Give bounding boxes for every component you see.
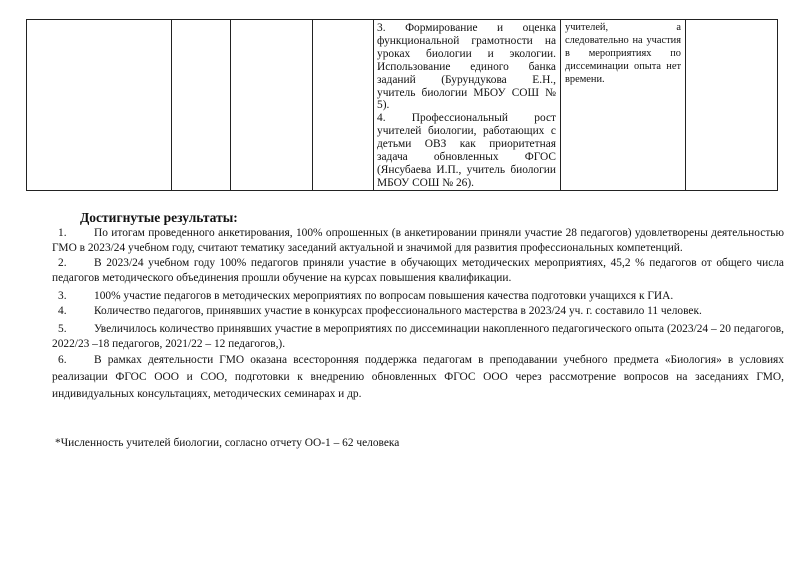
result-item [52,304,784,319]
item-text: В 2023/24 учебном году 100% педагогов приняли участие в обучающих методических мероприятиях, 45,2 % педагогов от общего числа педагогов методического объединения прошли обучение на курсах повышения квалификации. [52,257,784,284]
item-number: 4. [58,305,67,317]
item-number: 6. [58,354,67,366]
cell-line: МБОУ СОШ № 26). [377,176,474,189]
item-text: В рамках деятельности ГМО оказана всесторонняя поддержка педагогам в преподавании учебного предмета «Биология» в условиях реализации ФГОС ООО и СОО, подготовки к внедрению обновленных ФГОС ООО через рассмотрение вопросов на заседаниях ГМО, индивидуальных консультациях, методических семинарах и др. [52,354,784,400]
cell-line: задача обновленных ФГОС [377,151,556,164]
topics-cell [377,22,556,190]
result-item [52,256,784,286]
cell-line: (Янсубаева И.П., учитель биологии [377,163,556,176]
cell-line: Использование единого банка [377,60,556,73]
cell-line: следовательно на участия [565,34,681,46]
item-text: 100% участие педагогов в методических мероприятиях по вопросам повышения качества подготовки учащихся к ГИА. [94,290,674,302]
cell-line: учителей биологии, работающих с [377,125,556,138]
activity-table [26,19,778,191]
cell-line: заданий (Бурундукова Е.Н., [377,73,556,86]
cell-line: уроках биологии и экологии. [377,47,556,60]
cell-line: функциональной грамотности на [377,34,556,47]
item-text: Количество педагогов, принявших участие в конкурсах профессионального мастерства в 2023/24 уч. г. составило 11 человек. [94,305,702,317]
item-number: 1. [58,227,67,239]
result-item [52,226,784,256]
cell-line: 5). [377,99,390,112]
item-text: Увеличилось количество принявших участие в мероприятиях по диссеминации накопленного педагогического опыта (2023/24 – 20 педагогов, 2022/23 –18 педагогов, 2021/22 – 12 педагогов,). [52,323,784,350]
footnote: *Численность учителей биологии, согласно отчету ОО-1 – 62 человека [55,437,400,449]
cell-line: учитель биологии МБОУ СОШ № [377,86,556,99]
problems-cell [565,22,681,87]
column-divider [685,20,686,190]
column-divider [560,20,561,190]
result-item [52,289,784,304]
result-item [52,322,784,352]
item-text: По итогам проведенного анкетирования, 100% опрошенных (в анкетировании приняли участие 28 педагогов) удовлетворены деятельностью ГМО в 2023/24 учебном году, считают тематику заседаний актуальной и значимой для развития профессиональных компетенций. [52,227,784,254]
column-divider [312,20,313,190]
cell-line: времени. [565,73,605,85]
cell-line: диссеминации опыта нет [565,60,681,72]
item-number: 2. [58,257,67,269]
item-number: 5. [58,323,67,335]
cell-line: 3. Формирование и оценка [377,22,556,34]
column-divider [373,20,374,190]
cell-line: 4. Профессиональный рост [377,112,556,125]
item-number: 3. [58,290,67,302]
cell-line: учителей, а [565,22,681,33]
column-divider [230,20,231,190]
results-heading: Достигнутые результаты: [80,210,238,225]
column-divider [171,20,172,190]
result-item [52,352,784,403]
cell-line: в мероприятиях по [565,47,681,59]
cell-line: детьми ОВЗ как приоритетная [377,138,556,151]
